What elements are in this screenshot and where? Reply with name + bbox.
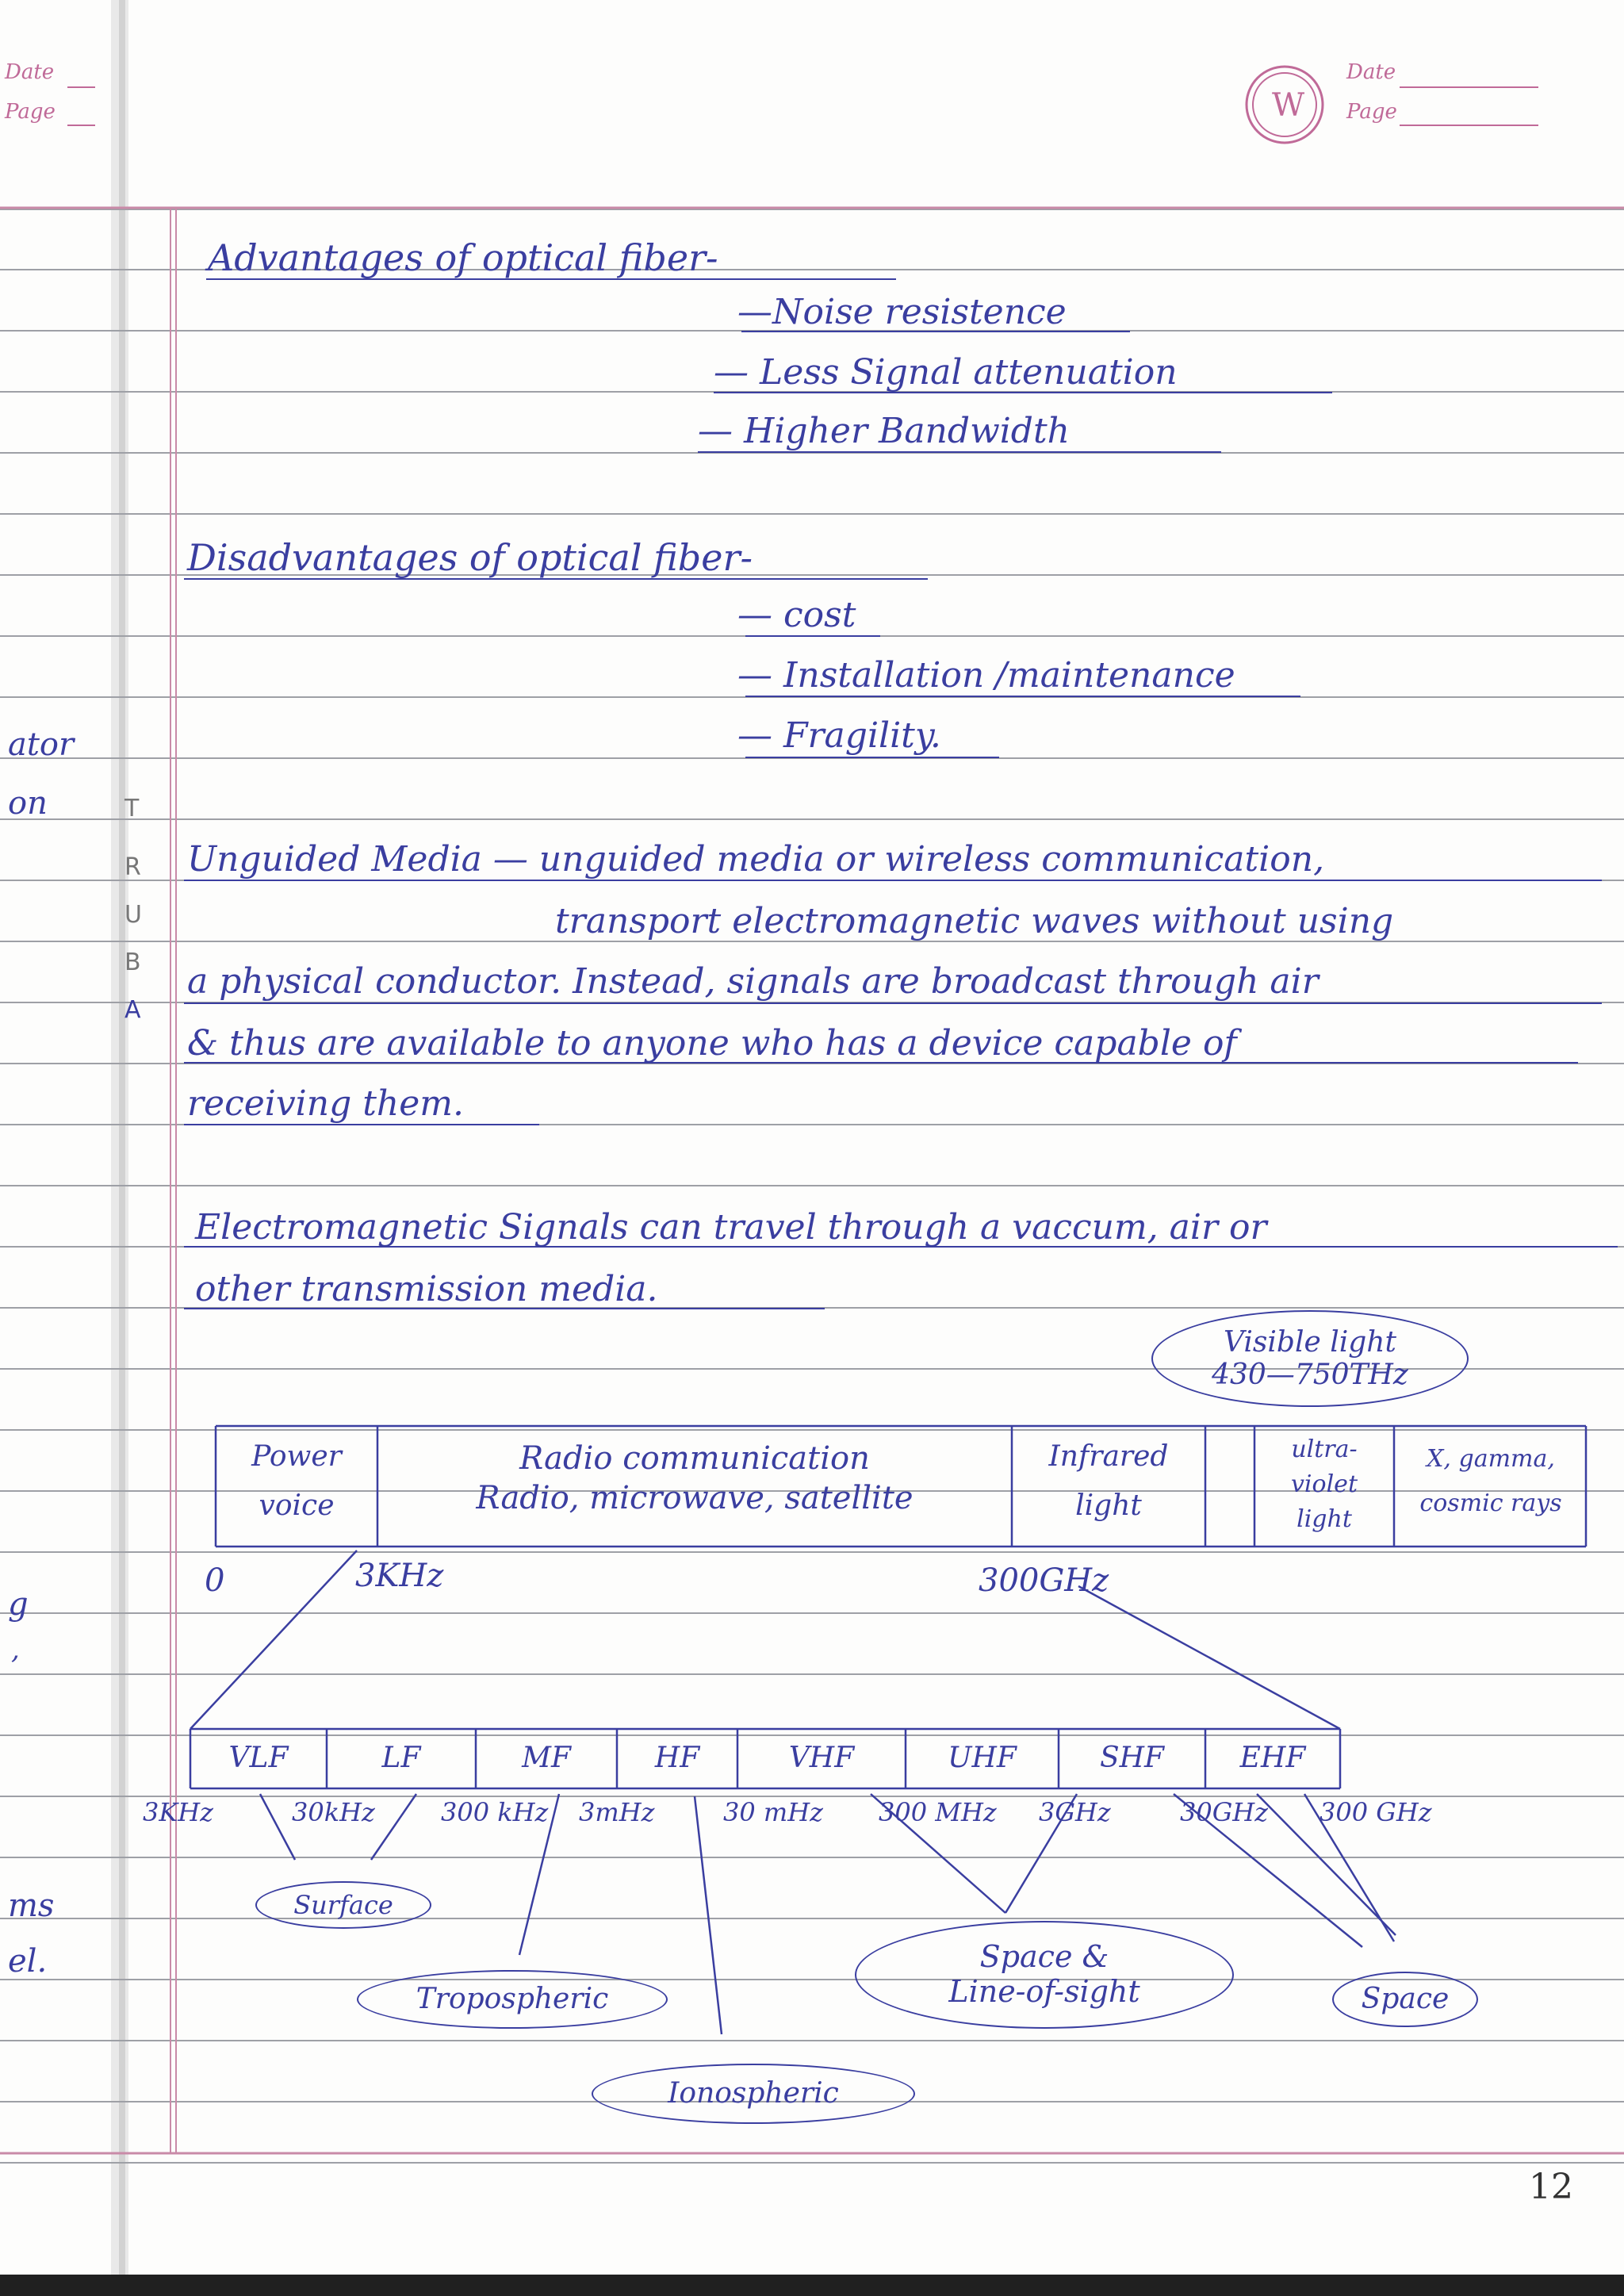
margin-fragment: el.	[8, 1943, 48, 1980]
band-freq: 30 mHz	[723, 1797, 823, 1827]
left-page-label: Page	[5, 100, 56, 124]
cell-line: X, gamma,	[1427, 1445, 1555, 1473]
cell-line: violet	[1290, 1470, 1358, 1498]
disadvantages-item: — Installation /maintenance	[737, 655, 1235, 696]
visible-light-bubble	[1151, 1310, 1469, 1407]
cell-line: Radio, microwave, satellite	[476, 1480, 914, 1516]
advantages-item: — Less Signal attenuation	[714, 352, 1178, 393]
space-bubble: Space	[1332, 1972, 1478, 2027]
band-uhf: UHF	[948, 1742, 1017, 1774]
unguided-line: receiving them.	[187, 1083, 465, 1124]
band-freq: 30kHz	[292, 1797, 375, 1827]
cell-line: Infrared	[1048, 1440, 1169, 1473]
margin-letter: A	[124, 996, 141, 1024]
unguided-line: Unguided Media — unguided media or wireless communication,	[187, 839, 1325, 880]
margin-fragment: ms	[8, 1888, 55, 1924]
margin-fragment: ator	[8, 726, 75, 763]
date-label: Date	[1346, 60, 1396, 84]
spectrum-cell-radio	[381, 1439, 1009, 1518]
visible-light-label: Visible light	[1224, 1325, 1396, 1359]
band-vlf: VLF	[228, 1742, 289, 1774]
margin-fragment: ,	[11, 1634, 20, 1665]
margin-letter: R	[124, 853, 141, 881]
band-hf: HF	[654, 1742, 700, 1774]
cell-line: Radio communication	[519, 1440, 870, 1477]
margin-letter: B	[124, 949, 141, 976]
spectrum-mark-0: 0	[205, 1562, 225, 1599]
unguided-line: & thus are available to anyone who has a device capable of	[187, 1023, 1237, 1064]
margin-letter: U	[124, 901, 142, 929]
space-los-bubble	[855, 1921, 1234, 2029]
spectrum-cell-ultraviolet	[1258, 1432, 1391, 1537]
advantages-item: —Noise resistence	[737, 292, 1067, 332]
em-line: Electromagnetic Signals can travel through a vaccum, air or	[195, 1207, 1267, 1248]
em-line: other transmission media.	[195, 1269, 658, 1309]
page-number: 12	[1529, 2167, 1573, 2207]
disadvantages-title: Disadvantages of optical fiber-	[187, 536, 753, 579]
band-ehf: EHF	[1239, 1742, 1306, 1774]
cell-line: ultra-	[1291, 1435, 1358, 1463]
band-vhf: VHF	[788, 1742, 855, 1774]
tropospheric-bubble: Tropospheric	[357, 1970, 668, 2029]
spectrum-cell-gamma	[1397, 1437, 1584, 1526]
spectrum-cell-power	[219, 1432, 374, 1531]
cell-line: voice	[259, 1489, 335, 1522]
unguided-line: a physical conductor. Instead, signals are broadcast through air	[187, 961, 1319, 1002]
band-freq: 300 MHz	[879, 1797, 997, 1827]
band-mf: MF	[522, 1742, 571, 1774]
advantages-item: — Higher Bandwidth	[698, 411, 1070, 451]
cell-line: light	[1297, 1505, 1352, 1533]
page-label: Page	[1346, 100, 1397, 124]
space-los-line: Space &	[979, 1939, 1109, 1975]
cell-line: light	[1075, 1489, 1142, 1522]
margin-fragment: on	[8, 785, 48, 822]
band-freq: 3GHz	[1039, 1797, 1111, 1827]
margin-fragment: g	[8, 1586, 29, 1623]
cell-line: Power	[251, 1440, 342, 1473]
margin-letter: T	[124, 795, 140, 822]
band-freq: 300 GHz	[1320, 1797, 1432, 1827]
band-lf: LF	[381, 1742, 421, 1774]
disadvantages-item: — Fragility.	[737, 715, 941, 756]
disadvantages-item: — cost	[737, 595, 856, 635]
spectrum-mark-300ghz: 300GHz	[979, 1562, 1109, 1599]
logo-letter: W	[1272, 87, 1305, 124]
unguided-line: transport electromagnetic waves without using	[555, 901, 1394, 941]
surface-bubble: Surface	[255, 1881, 431, 1929]
left-date-label: Date	[5, 60, 55, 84]
spectrum-cell-infrared	[1015, 1432, 1202, 1531]
spectrum-mark-3khz: 3KHz	[355, 1558, 444, 1594]
band-freq: 300 kHz	[441, 1797, 549, 1827]
cell-line: cosmic rays	[1419, 1489, 1562, 1517]
ionospheric-bubble: Ionospheric	[592, 2064, 915, 2124]
advantages-title: Advantages of optical fiber-	[208, 236, 718, 279]
band-shf: SHF	[1099, 1742, 1165, 1774]
visible-light-range: 430—750THz	[1212, 1359, 1408, 1391]
band-freq: 30GHz	[1180, 1797, 1269, 1827]
band-freq: 3KHz	[143, 1797, 214, 1827]
space-los-line: Line-of-sight	[948, 1974, 1140, 2009]
band-freq: 3mHz	[579, 1797, 655, 1827]
